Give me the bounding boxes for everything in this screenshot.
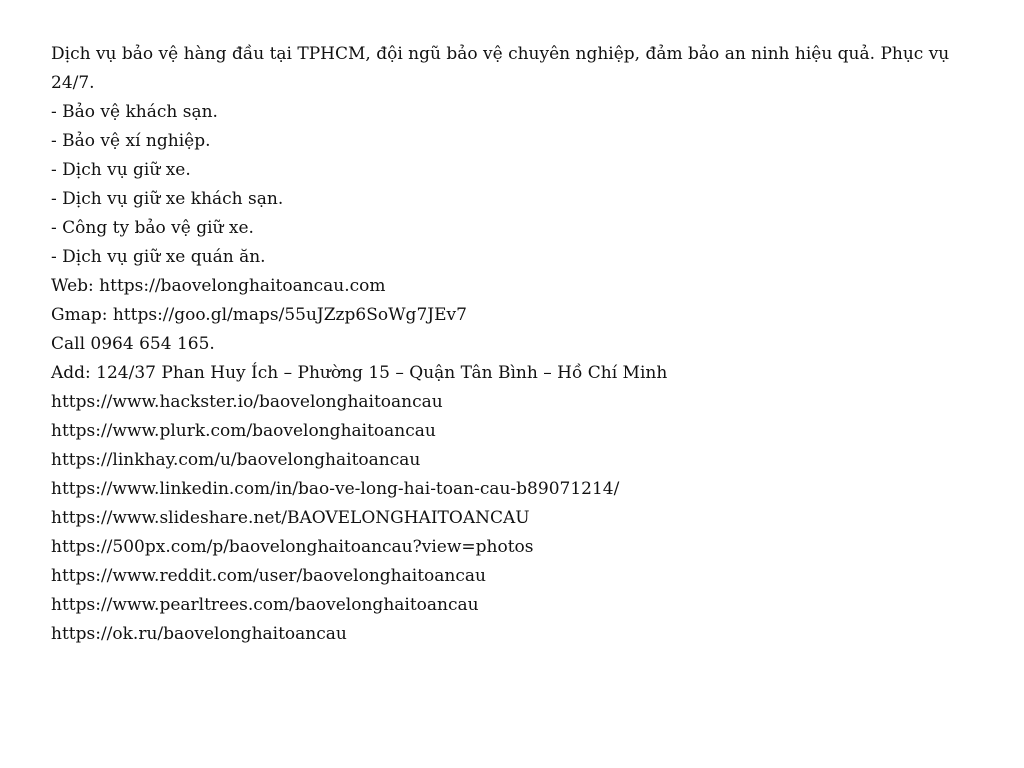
link-500px: https://500px.com/p/baovelonghaitoancau?view=photos (51, 537, 534, 557)
service-item-hotel-security: - Bảo vệ khách sạn. (51, 102, 218, 122)
link-okru: https://ok.ru/baovelonghaitoancau (51, 624, 347, 644)
link-reddit: https://www.reddit.com/user/baovelonghaitoancau (51, 566, 486, 586)
service-item-factory-security: - Bảo vệ xí nghiệp. (51, 131, 211, 151)
link-linkedin: https://www.linkedin.com/in/bao-ve-long-hai-toan-cau-b89071214/ (51, 479, 620, 499)
phone-line: Call 0964 654 165. (51, 334, 215, 354)
website-line: Web: https://baovelonghaitoancau.com (51, 276, 386, 296)
link-slideshare: https://www.slideshare.net/BAOVELONGHAITOANCAU (51, 508, 530, 528)
link-hackster: https://www.hackster.io/baovelonghaitoancau (51, 392, 443, 412)
service-item-parking: - Dịch vụ giữ xe. (51, 160, 191, 180)
link-linkhay: https://linkhay.com/u/baovelonghaitoancau (51, 450, 421, 470)
link-pearltrees: https://www.pearltrees.com/baovelonghaitoancau (51, 595, 479, 615)
intro-paragraph: Dịch vụ bảo vệ hàng đầu tại TPHCM, đội ngũ bảo vệ chuyên nghiệp, đảm bảo an ninh hiệu quả. Phục vụ 24/7. (51, 44, 950, 93)
service-item-restaurant-parking: - Dịch vụ giữ xe quán ăn. (51, 247, 266, 267)
service-item-parking-company: - Công ty bảo vệ giữ xe. (51, 218, 254, 238)
service-item-hotel-parking: - Dịch vụ giữ xe khách sạn. (51, 189, 284, 209)
address-line: Add: 124/37 Phan Huy Ích – Phường 15 – Quận Tân Bình – Hồ Chí Minh (51, 363, 668, 383)
document-body (51, 40, 981, 649)
link-plurk: https://www.plurk.com/baovelonghaitoancau (51, 421, 436, 441)
gmap-line: Gmap: https://goo.gl/maps/55uJZzp6SoWg7JEv7 (51, 305, 467, 325)
